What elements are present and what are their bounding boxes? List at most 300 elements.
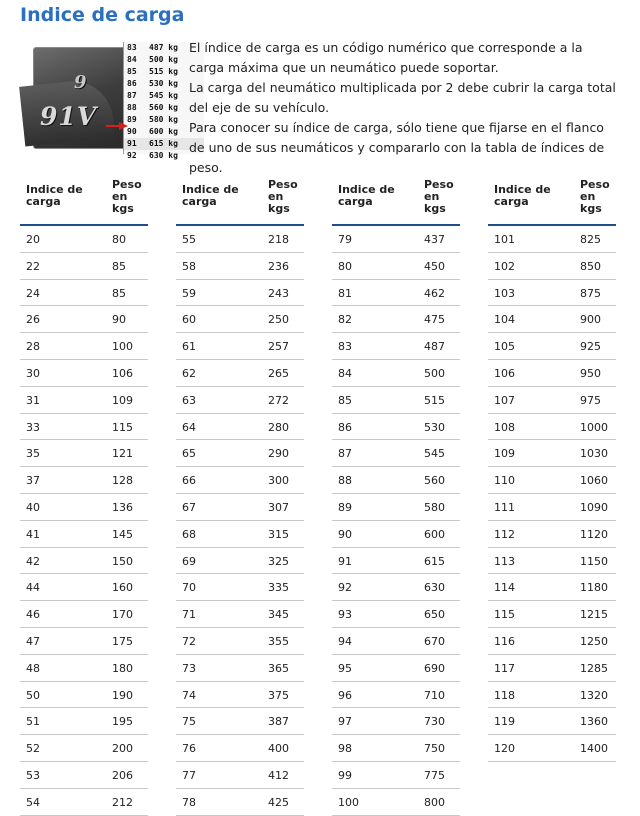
table-row: [488, 226, 616, 253]
table-row: [176, 360, 304, 387]
table-row: [488, 280, 616, 307]
mini-table-weight: 600 kg: [149, 127, 178, 136]
weight-value: 545: [424, 447, 445, 461]
weight-value: 90: [112, 313, 126, 327]
weight-value: 412: [268, 768, 289, 782]
weight-value: 160: [112, 581, 133, 595]
weight-value: 1000: [580, 420, 608, 434]
load-index-value: 62: [182, 366, 196, 380]
table-row: [488, 628, 616, 655]
load-index-value: 105: [494, 340, 515, 354]
load-index-value: 76: [182, 742, 196, 756]
load-index-value: 106: [494, 366, 515, 380]
table-row: [332, 762, 460, 789]
weight-value: 100: [112, 340, 133, 354]
load-index-value: 111: [494, 500, 515, 514]
weight-value: 400: [268, 742, 289, 756]
intro-paragraph-1: El índice de carga es un código numérico que corresponde a la carga máxima que un neumático puede soportar.: [189, 40, 583, 75]
weight-value: 437: [424, 233, 445, 246]
table-row: [176, 467, 304, 494]
load-index-value: 30: [26, 366, 40, 380]
mini-table-index: 84: [127, 55, 137, 64]
load-index-value: 51: [26, 715, 40, 729]
table-row: [488, 440, 616, 467]
weight-value: 265: [268, 366, 289, 380]
weight-value: 615: [424, 554, 445, 568]
load-index-value: 78: [182, 795, 196, 809]
table-row: [20, 789, 148, 816]
load-index-column: [20, 176, 148, 816]
weight-value: 85: [112, 286, 126, 300]
tyre-code: 91V: [40, 102, 98, 131]
load-index-value: 109: [494, 447, 515, 461]
table-row: [20, 735, 148, 762]
table-row: [488, 521, 616, 548]
weight-value: 300: [268, 474, 289, 488]
load-index-value: 44: [26, 581, 40, 595]
weight-value: 800: [424, 795, 445, 809]
weight-value: 280: [268, 420, 289, 434]
load-index-value: 101: [494, 233, 515, 246]
load-index-value: 117: [494, 661, 515, 675]
weight-value: 1090: [580, 500, 608, 514]
table-row: [332, 306, 460, 333]
load-index-value: 87: [338, 447, 352, 461]
mini-table-index: 86: [127, 79, 137, 88]
mini-table-index: 85: [127, 67, 137, 76]
table-row: [332, 682, 460, 709]
mini-table-index: 92: [127, 151, 137, 160]
load-index-value: 59: [182, 286, 196, 300]
mini-table-weight: 487 kg: [149, 43, 178, 52]
table-row: [176, 708, 304, 735]
table-row: [332, 628, 460, 655]
load-index-value: 66: [182, 474, 196, 488]
page-title: Indice de carga: [20, 4, 185, 26]
weight-value: 580: [424, 500, 445, 514]
load-index-value: 93: [338, 608, 352, 622]
weight-value: 487: [424, 340, 445, 354]
load-index-value: 67: [182, 500, 196, 514]
weight-value: 950: [580, 366, 601, 380]
mini-table-weight: 500 kg: [149, 55, 178, 64]
load-index-value: 82: [338, 313, 352, 327]
load-index-value: 83: [338, 340, 352, 354]
load-index-value: 68: [182, 527, 196, 541]
weight-value: 1215: [580, 608, 608, 622]
weight-value: 825: [580, 233, 601, 246]
table-row: [332, 467, 460, 494]
weight-value: 106: [112, 366, 133, 380]
table-row: [332, 226, 460, 253]
load-index-value: 35: [26, 447, 40, 461]
load-index-value: 42: [26, 554, 40, 568]
weight-value: 750: [424, 742, 445, 756]
weight-value: 272: [268, 393, 289, 407]
table-row: [332, 280, 460, 307]
load-index-value: 46: [26, 608, 40, 622]
weight-value: 670: [424, 634, 445, 648]
table-row: [332, 521, 460, 548]
table-row: [332, 789, 460, 816]
load-index-value: 92: [338, 581, 352, 595]
load-index-value: 73: [182, 661, 196, 675]
table-row: [20, 360, 148, 387]
table-row: [332, 387, 460, 414]
table-row: [20, 708, 148, 735]
tyre-load-index-image: [33, 43, 178, 160]
table-row: [332, 253, 460, 280]
table-row: [176, 548, 304, 575]
table-row: [20, 655, 148, 682]
table-row: [20, 628, 148, 655]
table-row: [176, 574, 304, 601]
load-index-value: 97: [338, 715, 352, 729]
load-index-value: 77: [182, 768, 196, 782]
weight-value: 515: [424, 393, 445, 407]
column-header: [332, 176, 460, 226]
load-index-value: 119: [494, 715, 515, 729]
table-row: [20, 306, 148, 333]
red-arrow-icon: [106, 122, 128, 130]
load-index-value: 75: [182, 715, 196, 729]
table-row: [176, 226, 304, 253]
weight-value: 355: [268, 634, 289, 648]
column-header: [176, 176, 304, 226]
load-index-value: 100: [338, 795, 359, 809]
table-row: [20, 333, 148, 360]
weight-value: 1285: [580, 661, 608, 675]
table-row: [332, 708, 460, 735]
header-index-label: Indice de carga: [182, 183, 239, 208]
load-index-value: 53: [26, 768, 40, 782]
weight-value: 180: [112, 661, 133, 675]
weight-value: 730: [424, 715, 445, 729]
weight-value: 250: [268, 313, 289, 327]
load-index-value: 79: [338, 233, 352, 246]
weight-value: 1250: [580, 634, 608, 648]
table-row: [488, 253, 616, 280]
table-row: [20, 548, 148, 575]
column-header: [20, 176, 148, 226]
table-row: [20, 682, 148, 709]
table-row: [20, 414, 148, 441]
header-weight-label: Peso en kgs: [268, 178, 298, 215]
table-row: [20, 387, 148, 414]
weight-value: 257: [268, 340, 289, 354]
table-row: [176, 494, 304, 521]
load-index-value: 26: [26, 313, 40, 327]
weight-value: 195: [112, 715, 133, 729]
load-index-value: 95: [338, 661, 352, 675]
table-row: [332, 601, 460, 628]
weight-value: 690: [424, 661, 445, 675]
table-row: [488, 682, 616, 709]
load-index-value: 48: [26, 661, 40, 675]
weight-value: 630: [424, 581, 445, 595]
load-index-value: 24: [26, 286, 40, 300]
header-weight-label: Peso en kgs: [424, 178, 454, 215]
table-row: [176, 306, 304, 333]
mini-table-index: 90: [127, 127, 137, 136]
load-index-value: 112: [494, 527, 515, 541]
weight-value: 710: [424, 688, 445, 702]
load-index-value: 58: [182, 259, 196, 273]
weight-value: 200: [112, 742, 133, 756]
load-index-value: 108: [494, 420, 515, 434]
load-index-value: 41: [26, 527, 40, 541]
weight-value: 145: [112, 527, 133, 541]
mini-table-weight: 545 kg: [149, 91, 178, 100]
load-index-value: 98: [338, 742, 352, 756]
mini-table-index: 91: [127, 139, 137, 148]
load-index-value: 55: [182, 233, 196, 246]
table-row: [176, 628, 304, 655]
table-row: [20, 574, 148, 601]
load-index-value: 72: [182, 634, 196, 648]
mini-table-weight: 615 kg: [149, 139, 178, 148]
table-row: [332, 655, 460, 682]
table-row: [488, 735, 616, 762]
weight-value: 128: [112, 474, 133, 488]
intro-paragraph-3: Para conocer su índice de carga, sólo tiene que fijarse en el flanco de uno de sus neumáticos y compararlo con la tabla de índices de peso.: [189, 120, 605, 175]
table-row: [176, 280, 304, 307]
table-row: [488, 494, 616, 521]
weight-value: 1180: [580, 581, 608, 595]
weight-value: 850: [580, 259, 601, 273]
table-row: [332, 494, 460, 521]
weight-value: 1120: [580, 527, 608, 541]
load-index-value: 47: [26, 634, 40, 648]
table-row: [176, 762, 304, 789]
weight-value: 475: [424, 313, 445, 327]
weight-value: 560: [424, 474, 445, 488]
mini-table-weight: 560 kg: [149, 103, 178, 112]
load-index-value: 65: [182, 447, 196, 461]
table-row: [488, 333, 616, 360]
mini-table-weight: 530 kg: [149, 79, 178, 88]
table-row: [332, 440, 460, 467]
table-row: [176, 387, 304, 414]
weight-value: 1060: [580, 474, 608, 488]
weight-value: 175: [112, 634, 133, 648]
load-index-value: 52: [26, 742, 40, 756]
weight-value: 462: [424, 286, 445, 300]
load-index-value: 90: [338, 527, 352, 541]
weight-value: 170: [112, 608, 133, 622]
weight-value: 600: [424, 527, 445, 541]
load-index-value: 84: [338, 366, 352, 380]
table-row: [20, 601, 148, 628]
table-row: [488, 548, 616, 575]
weight-value: 1150: [580, 554, 608, 568]
weight-value: 190: [112, 688, 133, 702]
weight-value: 1320: [580, 688, 608, 702]
table-row: [488, 601, 616, 628]
load-index-value: 28: [26, 340, 40, 354]
load-index-value: 114: [494, 581, 515, 595]
table-row: [20, 440, 148, 467]
weight-value: 900: [580, 313, 601, 327]
load-index-value: 96: [338, 688, 352, 702]
weight-value: 375: [268, 688, 289, 702]
load-index-value: 50: [26, 688, 40, 702]
load-index-value: 60: [182, 313, 196, 327]
weight-value: 975: [580, 393, 601, 407]
weight-value: 243: [268, 286, 289, 300]
weight-value: 150: [112, 554, 133, 568]
weight-value: 212: [112, 795, 133, 809]
weight-value: 1400: [580, 742, 608, 756]
table-row: [332, 548, 460, 575]
mini-table-index: 89: [127, 115, 137, 124]
weight-value: 425: [268, 795, 289, 809]
mini-table-index: 88: [127, 103, 137, 112]
weight-value: 650: [424, 608, 445, 622]
header-index-label: Indice de carga: [338, 183, 395, 208]
load-index-value: 89: [338, 500, 352, 514]
mini-table-weight: 580 kg: [149, 115, 178, 124]
table-row: [488, 708, 616, 735]
load-index-value: 102: [494, 259, 515, 273]
load-index-value: 85: [338, 393, 352, 407]
load-index-value: 61: [182, 340, 196, 354]
weight-value: 775: [424, 768, 445, 782]
weight-value: 500: [424, 366, 445, 380]
load-index-value: 116: [494, 634, 515, 648]
table-row: [176, 735, 304, 762]
table-row: [176, 333, 304, 360]
load-index-value: 22: [26, 259, 40, 273]
weight-value: 1360: [580, 715, 608, 729]
header-weight-label: Peso en kgs: [580, 178, 610, 215]
header-index-label: Indice de carga: [494, 183, 551, 208]
load-index-value: 20: [26, 233, 40, 246]
load-index-value: 69: [182, 554, 196, 568]
load-index-value: 94: [338, 634, 352, 648]
load-index-value: 107: [494, 393, 515, 407]
mini-table-weight: 630 kg: [149, 151, 178, 160]
weight-value: 109: [112, 393, 133, 407]
weight-value: 115: [112, 420, 133, 434]
load-index-value: 40: [26, 500, 40, 514]
intro-paragraph-2: La carga del neumático multiplicada por 2 debe cubrir la carga total del eje de su vehículo.: [189, 80, 616, 115]
load-index-value: 54: [26, 795, 40, 809]
header-weight-label: Peso en kgs: [112, 178, 142, 215]
weight-value: 530: [424, 420, 445, 434]
table-row: [332, 333, 460, 360]
weight-value: 315: [268, 527, 289, 541]
weight-value: 875: [580, 286, 601, 300]
table-row: [332, 574, 460, 601]
load-index-value: 33: [26, 420, 40, 434]
load-index-value: 103: [494, 286, 515, 300]
table-row: [488, 306, 616, 333]
load-index-value: 74: [182, 688, 196, 702]
weight-value: 80: [112, 233, 126, 246]
table-row: [488, 467, 616, 494]
weight-value: 325: [268, 554, 289, 568]
table-row: [20, 521, 148, 548]
load-index-value: 31: [26, 393, 40, 407]
table-row: [176, 440, 304, 467]
weight-value: 345: [268, 608, 289, 622]
table-row: [488, 360, 616, 387]
table-row: [488, 387, 616, 414]
weight-value: 136: [112, 500, 133, 514]
tyre-code-secondary: 9: [74, 72, 87, 93]
table-row: [176, 682, 304, 709]
intro-text: [189, 38, 619, 178]
mini-table-weight: 515 kg: [149, 67, 178, 76]
weight-value: 387: [268, 715, 289, 729]
load-index-value: 115: [494, 608, 515, 622]
table-row: [176, 521, 304, 548]
mini-table-index: 83: [127, 43, 137, 52]
table-row: [176, 789, 304, 816]
weight-value: 450: [424, 259, 445, 273]
load-index-value: 64: [182, 420, 196, 434]
table-row: [488, 655, 616, 682]
load-index-value: 110: [494, 474, 515, 488]
table-row: [176, 601, 304, 628]
load-index-value: 37: [26, 474, 40, 488]
weight-value: 1030: [580, 447, 608, 461]
weight-value: 335: [268, 581, 289, 595]
table-row: [20, 253, 148, 280]
load-index-value: 99: [338, 768, 352, 782]
load-index-value: 118: [494, 688, 515, 702]
table-row: [20, 762, 148, 789]
weight-value: 307: [268, 500, 289, 514]
load-index-value: 80: [338, 259, 352, 273]
load-index-value: 63: [182, 393, 196, 407]
weight-value: 236: [268, 259, 289, 273]
load-index-column: [176, 176, 304, 816]
table-row: [488, 574, 616, 601]
load-index-value: 91: [338, 554, 352, 568]
table-row: [176, 414, 304, 441]
weight-value: 85: [112, 259, 126, 273]
load-index-value: 104: [494, 313, 515, 327]
column-header: [488, 176, 616, 226]
table-row: [20, 226, 148, 253]
load-index-value: 70: [182, 581, 196, 595]
table-row: [176, 655, 304, 682]
mini-table-index: 87: [127, 91, 137, 100]
table-row: [20, 467, 148, 494]
weight-value: 290: [268, 447, 289, 461]
weight-value: 218: [268, 233, 289, 246]
weight-value: 206: [112, 768, 133, 782]
table-row: [20, 280, 148, 307]
table-row: [332, 360, 460, 387]
load-index-value: 71: [182, 608, 196, 622]
weight-value: 925: [580, 340, 601, 354]
table-row: [176, 253, 304, 280]
load-index-value: 88: [338, 474, 352, 488]
table-row: [332, 735, 460, 762]
header-index-label: Indice de carga: [26, 183, 83, 208]
load-index-value: 81: [338, 286, 352, 300]
load-index-value: 86: [338, 420, 352, 434]
weight-value: 121: [112, 447, 133, 461]
table-row: [332, 414, 460, 441]
table-row: [488, 414, 616, 441]
table-row: [20, 494, 148, 521]
load-index-column: [332, 176, 460, 816]
load-index-value: 120: [494, 742, 515, 756]
